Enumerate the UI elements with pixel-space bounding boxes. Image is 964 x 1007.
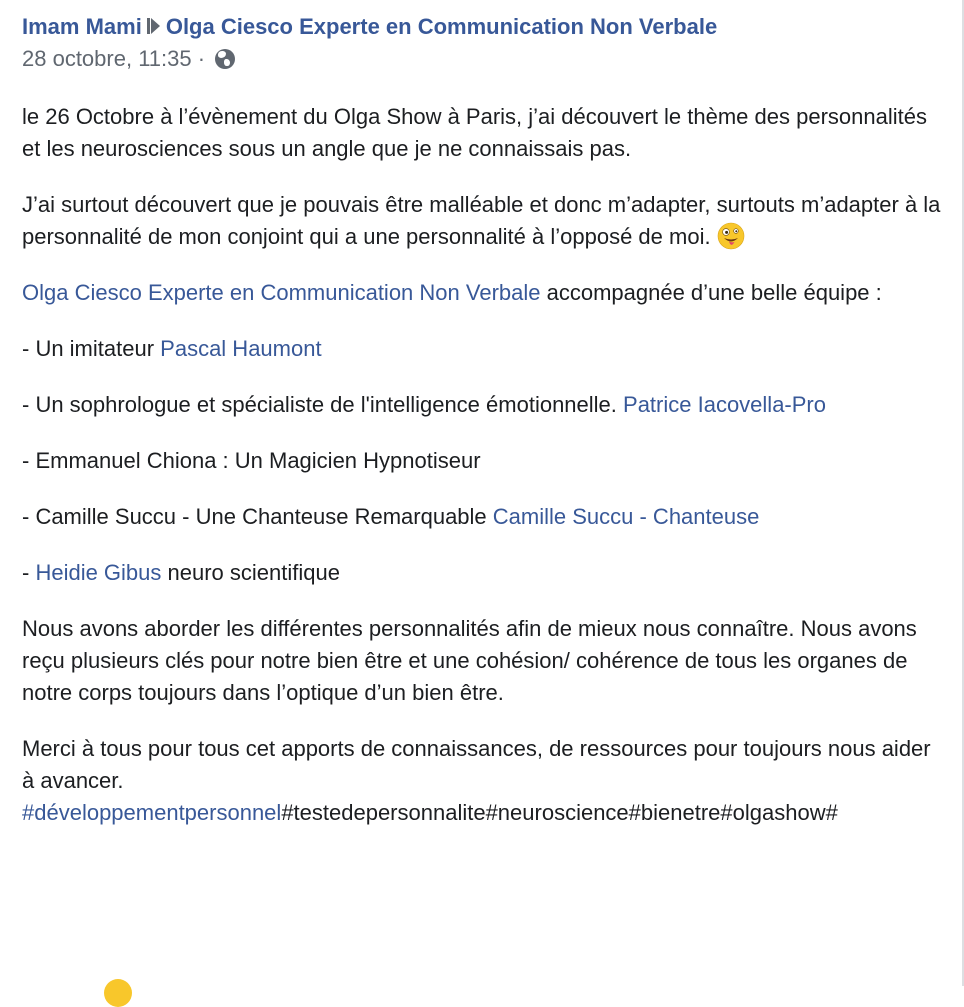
paragraph-summary: Nous avons aborder les différentes personnalités afin de mieux nous connaître. Nous avons reçu plusieurs clés pour notre bien être et une cohésion/ cohérence de tous les organes de notre corps toujours dans l’optique d’un bien être.: [22, 616, 917, 705]
pascal-haumont-link[interactable]: Pascal Haumont: [160, 336, 322, 361]
author-line: [22, 12, 942, 42]
post-meta: [22, 44, 942, 74]
imitator-text: - Un imitateur: [22, 336, 161, 361]
list-item-sophrologue: [22, 389, 947, 421]
camille-succu-link[interactable]: Camille Succu - Chanteuse: [492, 504, 760, 529]
neuro-prefix: -: [22, 560, 36, 585]
hashtags-plain: #testedepersonnalite#neuroscience#bienetre#olgashow#: [281, 800, 838, 825]
list-item-neuro: [22, 557, 947, 589]
thanks-text: Merci à tous pour tous cet apports de connaissances, de ressources pour toujours nous aider à avancer.: [22, 736, 931, 793]
paragraph-intro: le 26 Octobre à l’évènement du Olga Show à Paris, j’ai découvert le thème des personnalités et les neurosciences sous un angle que je ne connaissais pas.: [22, 104, 927, 161]
paragraph-discovery: [22, 189, 947, 253]
sophrologue-text: - Un sophrologue et spécialiste de l'intelligence émotionnelle.: [22, 392, 624, 417]
globe-icon[interactable]: [215, 49, 235, 69]
triangle-right-icon: [146, 16, 160, 36]
post-content: [22, 101, 947, 853]
paragraph-team-intro: [22, 277, 947, 309]
post-header: [22, 12, 942, 74]
olga-page-link[interactable]: Olga Ciesco Experte en Communication Non Verbale: [22, 280, 541, 305]
list-item-imitator: [22, 333, 947, 365]
team-intro-text: accompagnée d’une belle équipe :: [540, 280, 882, 305]
list-item-magicien: - Emmanuel Chiona : Un Magicien Hypnotiseur: [22, 448, 481, 473]
post-timestamp[interactable]: 28 octobre, 11:35: [22, 46, 192, 71]
patrice-iacovella-link[interactable]: Patrice Iacovella-Pro: [623, 392, 826, 417]
neuro-text: neuro scientifique: [161, 560, 340, 585]
list-item-chanteuse: [22, 501, 947, 533]
partial-emoji-icon: [104, 979, 132, 1007]
author-name-link[interactable]: Imam Mami: [22, 14, 142, 39]
meta-separator: ·: [191, 46, 212, 71]
hashtag-developpement-link[interactable]: #développementpersonnel: [22, 800, 282, 825]
chanteuse-text: - Camille Succu - Une Chanteuse Remarquable: [22, 504, 493, 529]
paragraph-thanks: [22, 733, 947, 829]
paragraph-discovery-text: J’ai surtout découvert que je pouvais être malléable et donc m’adapter, surtouts m’adapter à la personnalité de mon conjoint qui a une personnalité à l’opposé de moi.: [22, 192, 941, 249]
target-page-link[interactable]: Olga Ciesco Experte en Communication Non Verbale: [165, 14, 718, 39]
heidie-gibus-link[interactable]: Heidie Gibus: [35, 560, 162, 585]
zany-face-emoji-icon: [717, 222, 745, 250]
